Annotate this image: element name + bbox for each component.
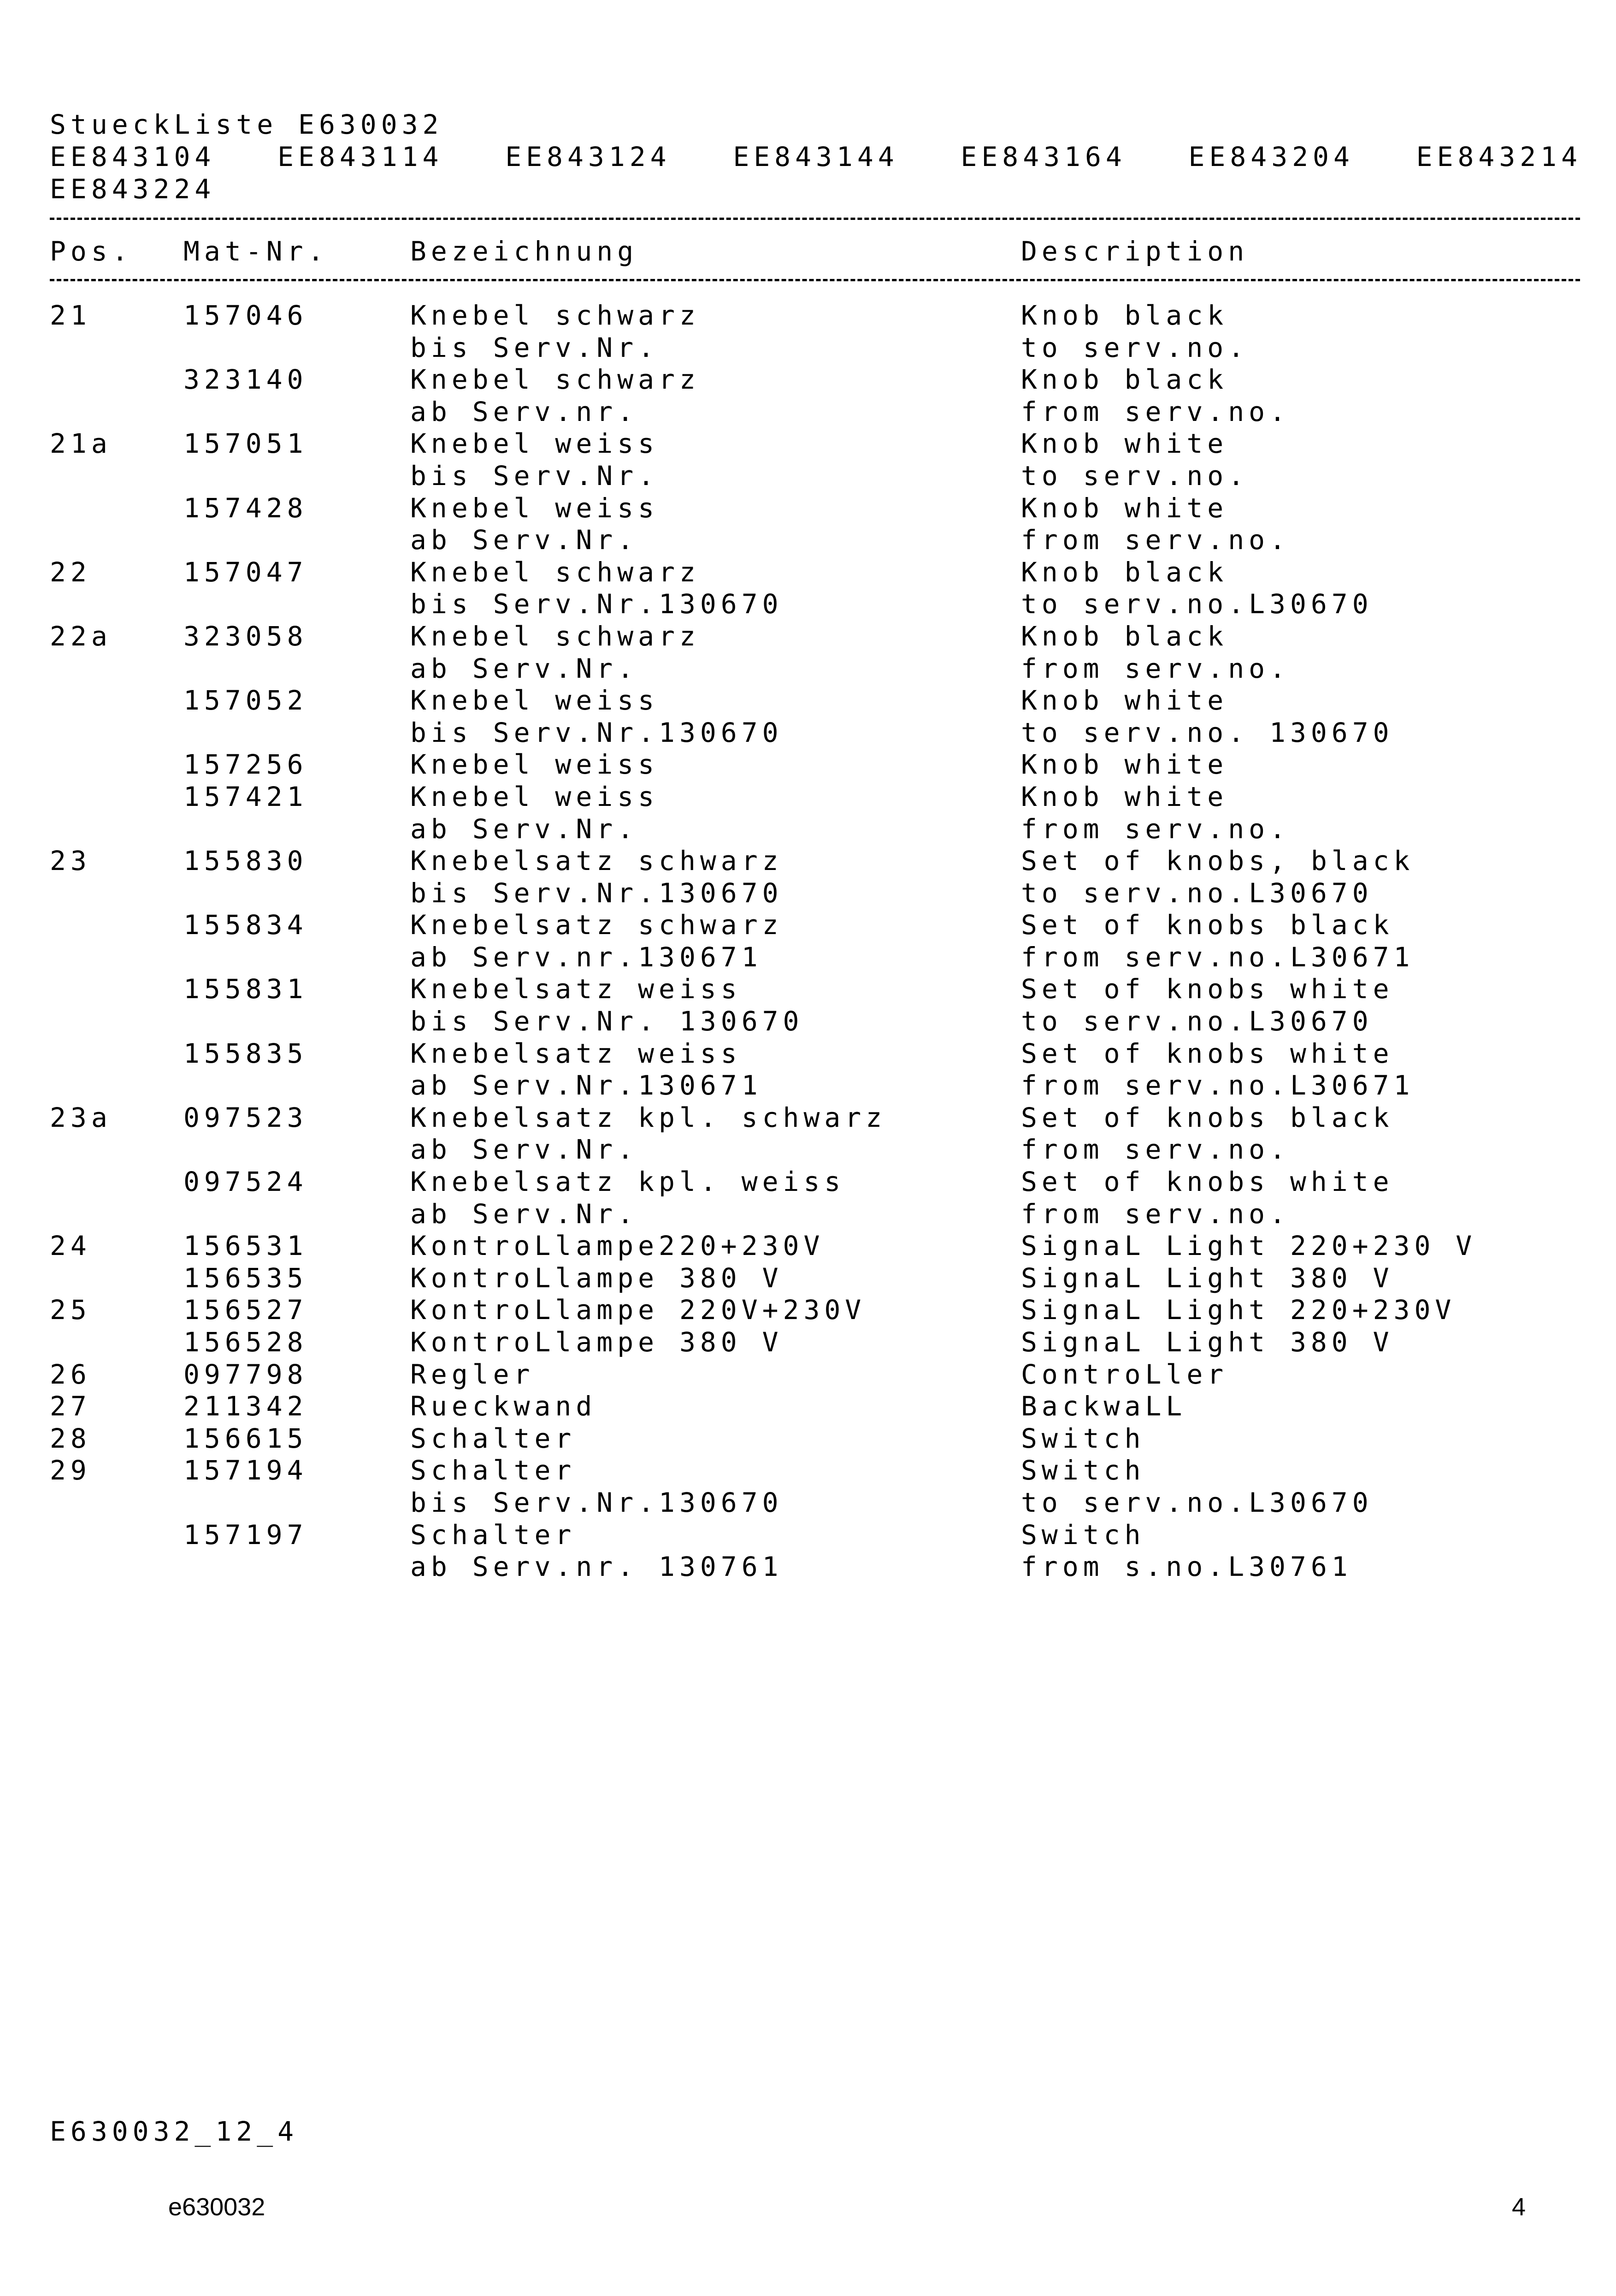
cell-description: Set of knobs black <box>1021 1101 1394 1133</box>
cell-description: SignaL Light 220+230V <box>1021 1294 1456 1326</box>
cell-pos: 22 <box>50 556 91 588</box>
table-row <box>0 588 1616 621</box>
model-numbers-line-1: EE843104 EE843114 EE843124 EE843144 EE843164 EE843204 EE843214 <box>50 141 1582 172</box>
document-title: StueckListe E630032 <box>50 109 443 140</box>
cell-mat-nr: 155834 <box>183 909 308 941</box>
table-row <box>0 364 1616 396</box>
table-row <box>0 492 1616 525</box>
cell-description: SignaL Light 380 V <box>1021 1326 1394 1358</box>
cell-mat-nr: 157047 <box>183 556 308 588</box>
cell-mat-nr: 157052 <box>183 685 308 716</box>
cell-pos: 25 <box>50 1294 91 1326</box>
table-row <box>0 556 1616 589</box>
cell-pos: 28 <box>50 1422 91 1454</box>
table-row <box>0 396 1616 428</box>
table-row <box>0 332 1616 364</box>
cell-mat-nr: 157194 <box>183 1455 308 1486</box>
cell-description: from serv.no. <box>1021 813 1290 845</box>
cell-bezeichnung: Knebel weiss <box>410 428 659 460</box>
cell-mat-nr: 323058 <box>183 620 308 652</box>
cell-bezeichnung: Knebel schwarz <box>410 620 700 652</box>
cell-description: from serv.no. <box>1021 1198 1290 1230</box>
cell-mat-nr: 156615 <box>183 1422 308 1454</box>
cell-pos: 21a <box>50 428 112 460</box>
cell-bezeichnung: Knebelsatz weiss <box>410 1037 742 1069</box>
cell-description: from serv.no. <box>1021 396 1290 427</box>
cell-bezeichnung: Knebelsatz schwarz <box>410 845 783 877</box>
cell-bezeichnung: KontroLlampe 380 V <box>410 1326 783 1358</box>
cell-mat-nr: 157051 <box>183 428 308 460</box>
cell-pos: 21 <box>50 300 91 331</box>
cell-description: SignaL Light 220+230 V <box>1021 1230 1477 1262</box>
cell-mat-nr: 155831 <box>183 973 308 1005</box>
table-row <box>0 1070 1616 1102</box>
cell-bezeichnung: Regler <box>410 1358 535 1390</box>
cell-mat-nr: 157197 <box>183 1519 308 1550</box>
cell-bezeichnung: bis Serv.Nr.130670 <box>410 1486 783 1518</box>
cell-bezeichnung: Knebel weiss <box>410 492 659 524</box>
cell-bezeichnung: bis Serv.Nr.130670 <box>410 716 783 748</box>
cell-description: to serv.no.L30670 <box>1021 1486 1373 1518</box>
page-number: 4 <box>1512 2193 1526 2221</box>
parts-table <box>0 300 1616 1583</box>
cell-bezeichnung: ab Serv.nr.130671 <box>410 941 762 973</box>
table-row <box>0 717 1616 749</box>
cell-description: to serv.no.L30670 <box>1021 877 1373 909</box>
table-row <box>0 1262 1616 1295</box>
cell-description: ControLler <box>1021 1358 1228 1390</box>
cell-bezeichnung: KontroLlampe 380 V <box>410 1262 783 1294</box>
table-row <box>0 621 1616 653</box>
cell-description: Set of knobs white <box>1021 1037 1394 1069</box>
cell-description: from serv.no. <box>1021 1134 1290 1166</box>
cell-description: Switch <box>1021 1519 1145 1550</box>
cell-description: Knob black <box>1021 364 1228 396</box>
cell-bezeichnung: ab Serv.Nr. <box>410 652 638 684</box>
table-row <box>0 1455 1616 1487</box>
cell-bezeichnung: KontroLlampe 220V+230V <box>410 1294 866 1326</box>
cell-bezeichnung: bis Serv.Nr. <box>410 460 659 491</box>
table-row <box>0 1166 1616 1198</box>
cell-mat-nr: 157428 <box>183 492 308 524</box>
cell-bezeichnung: Knebel schwarz <box>410 300 700 331</box>
column-header-mat-nr: Mat-Nr. <box>183 236 329 267</box>
cell-bezeichnung: Rueckwand <box>410 1391 597 1422</box>
cell-description: Switch <box>1021 1422 1145 1454</box>
cell-bezeichnung: bis Serv.Nr.130670 <box>410 877 783 909</box>
cell-pos: 22a <box>50 620 112 652</box>
cell-bezeichnung: Knebel weiss <box>410 781 659 812</box>
table-row <box>0 1519 1616 1551</box>
cell-bezeichnung: ab Serv.Nr. <box>410 813 638 845</box>
cell-mat-nr: 155835 <box>183 1037 308 1069</box>
table-row <box>0 428 1616 460</box>
cell-mat-nr: 157256 <box>183 749 308 781</box>
cell-description: from s.no.L30761 <box>1021 1551 1352 1583</box>
cell-mat-nr: 157046 <box>183 300 308 331</box>
cell-bezeichnung: Knebel weiss <box>410 685 659 716</box>
cell-description: to serv.no. <box>1021 331 1249 363</box>
cell-mat-nr: 156528 <box>183 1326 308 1358</box>
cell-description: Knob white <box>1021 492 1228 524</box>
table-row <box>0 653 1616 685</box>
table-row <box>0 1230 1616 1262</box>
table-row <box>0 813 1616 846</box>
column-header-bezeichnung: Bezeichnung <box>410 236 638 267</box>
cell-description: SignaL Light 380 V <box>1021 1262 1394 1294</box>
column-header-description: Description <box>1021 236 1249 267</box>
cell-description: Knob white <box>1021 428 1228 460</box>
cell-pos: 27 <box>50 1391 91 1422</box>
table-row <box>0 781 1616 813</box>
cell-description: to serv.no. 130670 <box>1021 716 1394 748</box>
cell-description: from serv.no.L30671 <box>1021 941 1415 973</box>
cell-bezeichnung: Knebel weiss <box>410 749 659 781</box>
cell-mat-nr: 155830 <box>183 845 308 877</box>
table-row <box>0 300 1616 332</box>
table-row <box>0 749 1616 781</box>
cell-mat-nr: 097524 <box>183 1166 308 1198</box>
table-row <box>0 460 1616 492</box>
cell-bezeichnung: ab Serv.Nr.130671 <box>410 1070 762 1101</box>
cell-mat-nr: 156531 <box>183 1230 308 1262</box>
cell-bezeichnung: ab Serv.nr. 130761 <box>410 1551 783 1583</box>
model-numbers-line-2: EE843224 <box>50 173 216 205</box>
cell-bezeichnung: ab Serv.Nr. <box>410 1134 638 1166</box>
cell-bezeichnung: Knebelsatz weiss <box>410 973 742 1005</box>
table-row <box>0 1198 1616 1231</box>
cell-mat-nr: 156527 <box>183 1294 308 1326</box>
cell-pos: 26 <box>50 1358 91 1390</box>
cell-bezeichnung: Knebel schwarz <box>410 364 700 396</box>
cell-description: Knob white <box>1021 749 1228 781</box>
cell-description: Set of knobs black <box>1021 909 1394 941</box>
table-row <box>0 973 1616 1006</box>
cell-pos: 23 <box>50 845 91 877</box>
cell-description: Knob black <box>1021 556 1228 588</box>
cell-description: to serv.no.L30670 <box>1021 1006 1373 1037</box>
cell-description: to serv.no.L30670 <box>1021 588 1373 620</box>
cell-pos: 29 <box>50 1455 91 1486</box>
cell-description: Knob black <box>1021 620 1228 652</box>
cell-bezeichnung: Knebel schwarz <box>410 556 700 588</box>
table-row <box>0 1487 1616 1519</box>
cell-mat-nr: 211342 <box>183 1391 308 1422</box>
cell-description: from serv.no.L30671 <box>1021 1070 1415 1101</box>
cell-description: Knob white <box>1021 685 1228 716</box>
cell-mat-nr: 323140 <box>183 364 308 396</box>
table-row <box>0 1551 1616 1583</box>
cell-bezeichnung: bis Serv.Nr. <box>410 331 659 363</box>
footer-document-name: e630032 <box>168 2193 265 2221</box>
table-row <box>0 1423 1616 1455</box>
cell-description: Set of knobs white <box>1021 1166 1394 1198</box>
cell-bezeichnung: ab Serv.Nr. <box>410 524 638 556</box>
table-row <box>0 1102 1616 1134</box>
cell-pos: 24 <box>50 1230 91 1262</box>
header-divider-top <box>50 218 1580 220</box>
table-row <box>0 1294 1616 1326</box>
table-row <box>0 1391 1616 1423</box>
cell-description: Knob black <box>1021 300 1228 331</box>
column-header-pos: Pos. <box>50 236 133 267</box>
table-row <box>0 845 1616 877</box>
cell-mat-nr: 097798 <box>183 1358 308 1390</box>
cell-bezeichnung: ab Serv.Nr. <box>410 1198 638 1230</box>
table-row <box>0 909 1616 941</box>
header-divider-bottom <box>50 279 1580 281</box>
cell-bezeichnung: ab Serv.nr. <box>410 396 638 427</box>
table-row <box>0 524 1616 556</box>
cell-bezeichnung: KontroLlampe220+230V <box>410 1230 825 1262</box>
table-row <box>0 1006 1616 1038</box>
table-row <box>0 1326 1616 1359</box>
cell-description: from serv.no. <box>1021 652 1290 684</box>
table-row <box>0 1134 1616 1166</box>
cell-mat-nr: 156535 <box>183 1262 308 1294</box>
cell-bezeichnung: bis Serv.Nr. 130670 <box>410 1006 804 1037</box>
cell-bezeichnung: Knebelsatz kpl. schwarz <box>410 1101 887 1133</box>
cell-description: Switch <box>1021 1455 1145 1486</box>
cell-description: Set of knobs, black <box>1021 845 1415 877</box>
cell-bezeichnung: Knebelsatz kpl. weiss <box>410 1166 845 1198</box>
document-code: E630032_12_4 <box>50 2116 299 2147</box>
cell-description: Set of knobs white <box>1021 973 1394 1005</box>
cell-bezeichnung: Schalter <box>410 1422 576 1454</box>
cell-description: Knob white <box>1021 781 1228 812</box>
cell-description: from serv.no. <box>1021 524 1290 556</box>
cell-pos: 23a <box>50 1101 112 1133</box>
table-row <box>0 1038 1616 1070</box>
cell-description: to serv.no. <box>1021 460 1249 491</box>
cell-bezeichnung: bis Serv.Nr.130670 <box>410 588 783 620</box>
cell-bezeichnung: Schalter <box>410 1519 576 1550</box>
cell-bezeichnung: Schalter <box>410 1455 576 1486</box>
cell-bezeichnung: Knebelsatz schwarz <box>410 909 783 941</box>
table-row <box>0 1359 1616 1391</box>
table-row <box>0 685 1616 717</box>
cell-mat-nr: 097523 <box>183 1101 308 1133</box>
cell-mat-nr: 157421 <box>183 781 308 812</box>
table-row <box>0 877 1616 910</box>
cell-description: BackwaLL <box>1021 1391 1187 1422</box>
table-row <box>0 941 1616 974</box>
